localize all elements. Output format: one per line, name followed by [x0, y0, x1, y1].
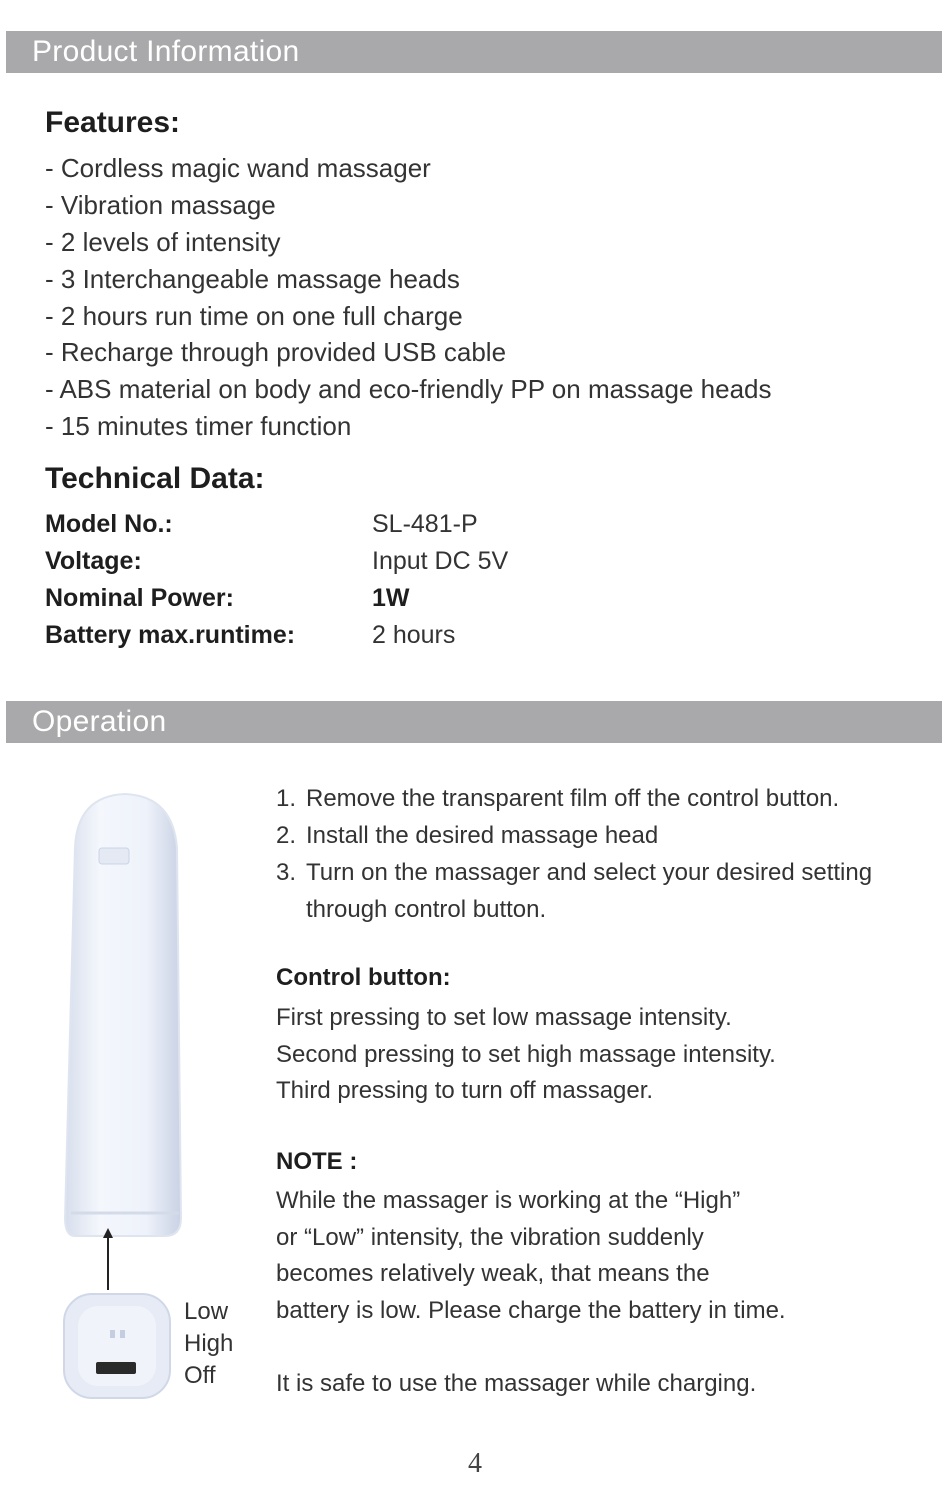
spec-label: Model No.: — [45, 510, 173, 538]
spec-row — [45, 617, 508, 654]
feature-item: - ABS material on body and eco-friendly PP on massage heads — [45, 374, 772, 405]
safety-note — [276, 1366, 916, 1403]
mode-label-high: High — [184, 1330, 234, 1357]
step-number: 1. — [276, 785, 297, 812]
spec-label: Voltage: — [45, 547, 142, 575]
instruction-line: Second pressing to set high massage intensity. — [276, 1040, 776, 1068]
massager-wand-illustration — [55, 788, 195, 1248]
feature-item: - 2 levels of intensity — [45, 226, 281, 257]
arrow-up-icon — [98, 1228, 118, 1292]
operation-header: Operation — [6, 701, 942, 743]
operation-steps — [276, 780, 936, 928]
step-item — [276, 817, 936, 854]
instruction-line: First pressing to set low massage intensity. — [276, 1004, 732, 1031]
spec-row — [45, 543, 508, 580]
technical-data-table — [45, 506, 508, 654]
spec-value: 1W — [372, 584, 410, 612]
safety-line: It is safe to use the massager while charging. — [276, 1370, 757, 1397]
feature-item: - 3 Interchangeable massage heads — [45, 263, 460, 294]
step-text: Install the desired massage head — [306, 822, 659, 849]
features-list — [45, 150, 772, 445]
step-number: 3. — [276, 859, 297, 886]
note-line: or “Low” intensity, the vibration suddenly — [276, 1223, 704, 1251]
features-heading: Features: — [45, 106, 181, 139]
product-information-header: Product Information — [6, 31, 942, 73]
control-button-heading: Control button: — [276, 964, 451, 991]
control-button-illustration — [60, 1290, 175, 1402]
feature-item: - 15 minutes timer function — [45, 411, 352, 442]
control-button-instructions — [276, 1000, 916, 1110]
note-line: becomes relatively weak, that means the — [276, 1260, 710, 1288]
technical-data-heading: Technical Data: — [45, 462, 265, 495]
note-line: While the massager is working at the “High” — [276, 1187, 741, 1214]
instruction-line: Third pressing to turn off massager. — [276, 1077, 654, 1105]
page-number: 4 — [468, 1448, 482, 1479]
step-text: Turn on the massager and select your desired setting through control button. — [306, 859, 873, 923]
feature-item: - 2 hours run time on one full charge — [45, 300, 463, 331]
spec-label: Nominal Power: — [45, 584, 234, 612]
feature-item: - Recharge through provided USB cable — [45, 337, 507, 368]
step-text: Remove the transparent film off the control button. — [306, 785, 840, 812]
mode-label-low: Low — [184, 1298, 229, 1325]
feature-item: - Cordless magic wand massager — [45, 153, 431, 183]
spec-row — [45, 506, 508, 543]
step-number: 2. — [276, 822, 297, 849]
button-mode-labels — [184, 1296, 233, 1392]
spec-value: SL-481-P — [372, 510, 478, 538]
note-text — [276, 1183, 916, 1329]
spec-row — [45, 580, 508, 617]
note-heading: NOTE : — [276, 1148, 358, 1175]
spec-label: Battery max.runtime: — [45, 621, 296, 649]
step-item — [276, 854, 936, 928]
spec-value: Input DC 5V — [372, 547, 509, 575]
spec-value: 2 hours — [372, 621, 456, 649]
step-item — [276, 780, 936, 817]
feature-item: - Vibration massage — [45, 189, 276, 220]
note-line: battery is low. Please charge the battery in time. — [276, 1296, 786, 1324]
mode-label-off: Off — [184, 1362, 216, 1389]
